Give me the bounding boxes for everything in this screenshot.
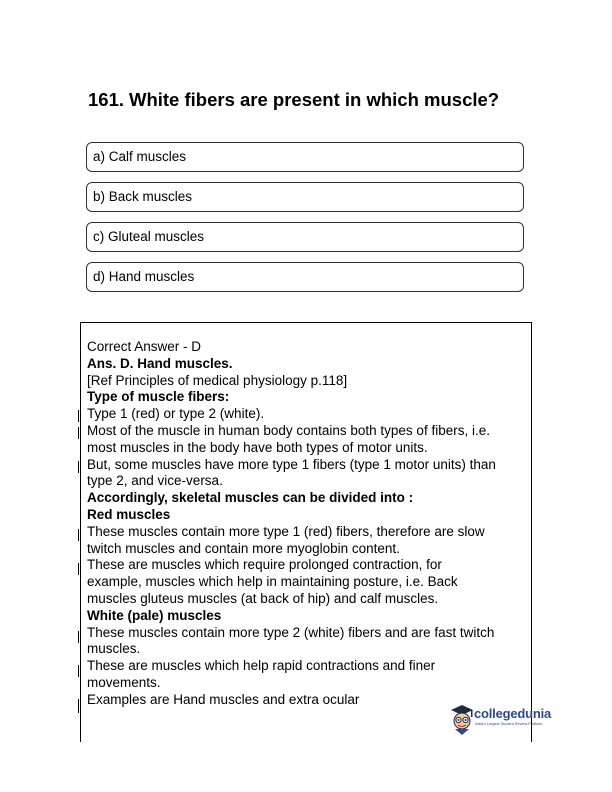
correct-answer: Correct Answer - D <box>87 339 202 354</box>
accordingly-heading: Accordingly, skeletal muscles can be divided into : <box>87 490 414 506</box>
option-b[interactable]: b) Back muscles <box>86 182 524 212</box>
margin-bar <box>78 563 79 575</box>
graduate-mascot-icon <box>448 702 476 736</box>
bullet-item: Type 1 (red) or type 2 (white). <box>87 406 527 423</box>
bullet-continuation: muscles gluteus muscles (at back of hip) and calf muscles. <box>87 590 439 606</box>
bullet-continuation: example, muscles which help in maintaining posture, i.e. Back <box>87 574 458 590</box>
bullet-item: But, some muscles have more type 1 fibers (type 1 motor units) than <box>87 457 527 474</box>
logo-tagline: India's Largest Student Review Platform <box>475 722 543 726</box>
collegedunia-logo <box>448 702 552 736</box>
bullet-continuation: muscles. <box>87 641 141 657</box>
option-c[interactable]: c) Gluteal muscles <box>86 222 524 252</box>
bullet-item: Most of the muscle in human body contains both types of fibers, i.e. <box>87 423 527 440</box>
margin-bar <box>78 410 79 422</box>
bullet-item: These muscles contain more type 1 (red) fibers, therefore are slow <box>87 524 527 541</box>
red-muscles-heading: Red muscles <box>87 506 171 522</box>
logo-text: collegedunia <box>474 706 552 721</box>
margin-bar <box>78 699 79 713</box>
bullet-item: These muscles contain more type 2 (white) fibers and are fast twitch <box>87 625 527 642</box>
bullet-continuation: type 2, and vice-versa. <box>87 473 223 489</box>
question-number: 161. <box>88 89 125 110</box>
bullet-continuation: most muscles in the body have both types of motor units. <box>87 439 428 455</box>
white-muscles-heading: White (pale) muscles <box>87 607 222 623</box>
type-heading: Type of muscle fibers: <box>87 389 230 405</box>
bullet-item: These are muscles which require prolonged contraction, for <box>87 557 527 574</box>
margin-bar <box>78 631 79 643</box>
question-text: White fibers are present in which muscle? <box>129 89 500 110</box>
option-d[interactable]: d) Hand muscles <box>86 262 524 292</box>
answer-box <box>80 322 532 742</box>
reference: [Ref Principles of medical physiology p.118] <box>87 372 348 388</box>
bullet-continuation: twitch muscles and contain more myoglobin content. <box>87 540 400 556</box>
answer-content <box>87 339 527 709</box>
bullet-item: These are muscles which help rapid contractions and finer <box>87 658 527 675</box>
margin-bar <box>78 427 79 439</box>
bullet-item: Examples are Hand muscles and extra ocular <box>87 692 527 709</box>
margin-bar <box>78 665 79 677</box>
answer-statement: Ans. D. Hand muscles. <box>87 355 233 371</box>
bullet-continuation: movements. <box>87 674 161 690</box>
option-a[interactable]: a) Calf muscles <box>86 142 524 172</box>
margin-bar <box>78 529 79 541</box>
margin-bar <box>78 461 79 473</box>
